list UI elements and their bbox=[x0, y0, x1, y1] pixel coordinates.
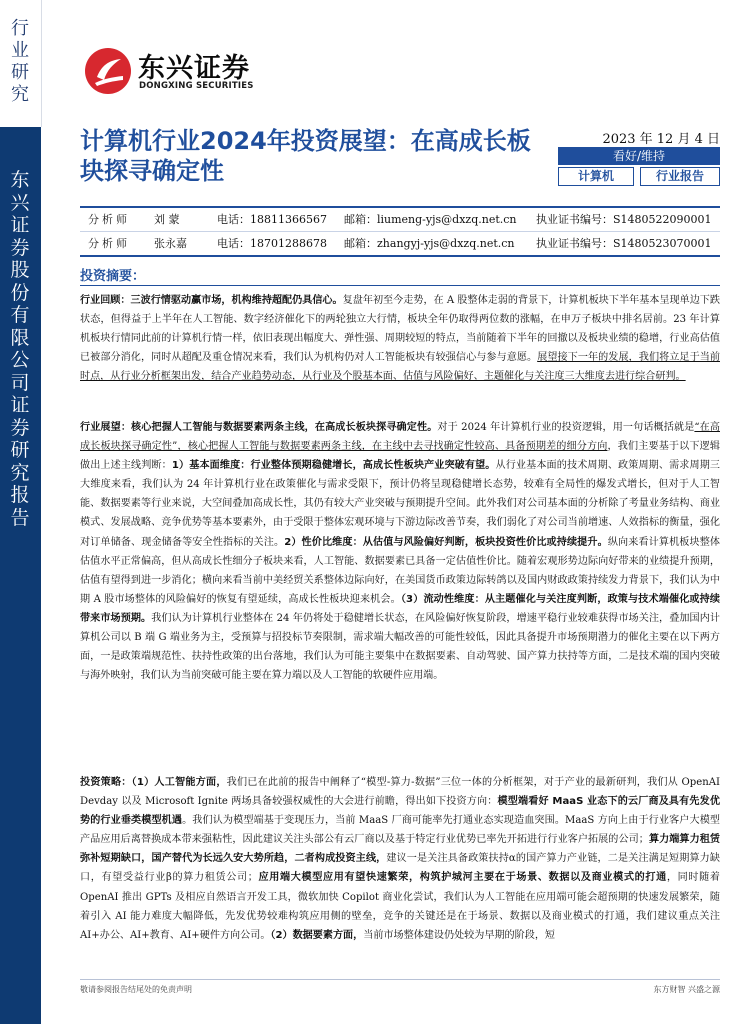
strategy-text-j: 当前市场整体建设仍处较为早期的阶段，短 bbox=[363, 929, 556, 941]
review-text: 复盘年初至今走势，在 A 股整体走弱的背景下，计算机板块下半年基本呈现单边下跌状态，但得益于上半年在人工智能、数字经济催化下的两轮独立大行情，板块全年仍取得两位数的涨幅，在申万子板块中排名居前。23 年计算机板块行情同此前的计算机行情一样，依旧表现出幅度大、弹性强、周期较短的特点，当前随着下半年的回撤以及板块业绩的稳增，行业高估值已被部分消化，同时从超配及重仓情况来看，我们认为机构仍对人工智能板块有较强信心与参与意愿。 bbox=[80, 295, 720, 364]
analyst-cert: 执业证书编号：S1480523070001 bbox=[536, 237, 712, 250]
outlook-text-a: 对于 2024 年计算机行业的投资逻辑，用一句话概括就是 bbox=[437, 422, 695, 433]
strategy-text-d: 。我们认为模型端基于变现压力，当前 MaaS 厂商可能率先打通业态实现造血突围。MaaS 方向上由于行业客户大模型产品应用后离替换成本带来强粘性，因此建议关注头部公有云厂商以及基于特定行业优势已率先开拓进行行业客户拓展的公司； bbox=[80, 815, 721, 846]
sidebar-top bbox=[0, 0, 42, 127]
rating-badge: 看好/维持 bbox=[558, 147, 720, 165]
strategy-point-2: （2）数据要素方面， bbox=[270, 929, 364, 941]
paragraph-strategy bbox=[80, 773, 720, 945]
analyst-phone: 电话：18701288678 bbox=[217, 237, 327, 250]
strategy-app-lead: 应用端大模型应用有望快速繁荣，构筑护城河主要在于场景、数据以及商业模式的打通 bbox=[257, 872, 667, 884]
tags-row bbox=[558, 167, 720, 186]
footer-slogan: 东方财智 兴盛之源 bbox=[653, 985, 720, 994]
sidebar-category-label: 行业研究 bbox=[11, 18, 29, 105]
analyst-name: 张永嘉 bbox=[154, 237, 187, 250]
report-title: 计算机行业2024年投资展望：在高成长板块探寻确定性 bbox=[80, 127, 531, 185]
outlook-lead: 行业展望：核心把握人工智能与数据要素两条主线，在高成长板块探寻确定性。 bbox=[80, 422, 438, 433]
review-outlook-text: 展望接下一年的发展，我们将立足于当前时点，从行业分析框架出发，结合产业趋势动态，从行业及个股基本面、估值与风险偏好、主题催化与关注度三大维度去进行综合研判。 bbox=[80, 352, 720, 383]
strategy-text-h: ，同时随着 OpenAI 推出 GPTs 及相应自然语言开发工具，微软加快 Copilot 商业化尝试，我们认为人工智能在应用端可能会超预期的快速发展繁荣，随着引入 AI 能力难度大幅降低，先发优势较难构筑应用侧的壁垒，竞争的关键还是在于场景、数据以及商业模式的打通，我们建议重点关注 AI+办公、AI+教育、AI+硬件方向公司。 bbox=[80, 872, 720, 941]
outlook-point-1: 1）基本面维度：行业整体预期稳健增长，高成长性板块产业突破有望。 bbox=[171, 460, 496, 472]
company-logo bbox=[83, 44, 283, 100]
logo-english: DONGXING SECURITIES bbox=[139, 81, 254, 91]
outlook-text-c: ，我们主要基于以下逻辑做出上述主线判断： bbox=[80, 441, 720, 472]
outlook-point-3: （3）流动性维度：从主题催化与关注度判断，政策与技术端催化或持续带来市场预期。 bbox=[80, 593, 720, 624]
analyst-cert: 执业证书编号：S1480522090001 bbox=[536, 213, 712, 226]
strategy-compute-lead: 算力端算力租赁弥补短期缺口，国产替代为长远久安大势所趋，二者构成投资主线， bbox=[80, 834, 721, 865]
outlook-text-g: 纵向来看计算机板块整体估值水平正常偏高，但从高成长性细分子板块来看，人工智能、数据要素已具备一定估值性价比。随着宏观形势边际向好带来的业绩提升预期，估值有望得到进一步消化；横向来看当前中美经贸关系整体边际向好，在美国货币政策边际转鸽以及国内财政政策持续发力背景下，我们认为中期 A 股市场整体的风险偏好的恢复有望延续，高成长性板块迎来机会。 bbox=[80, 536, 720, 605]
strategy-point-1: （1）人工智能方面， bbox=[131, 777, 227, 788]
sidebar-company-label: 东兴证券股份有限公司证券研究报告 bbox=[10, 169, 30, 529]
analyst-phone: 电话：18811366567 bbox=[217, 213, 327, 226]
sidebar-bottom bbox=[0, 127, 41, 1024]
outlook-text-e: 从行业基本面的技术周期、政策周期、需求周期三大维度来看，我们认为 24 年计算机行业在政策催化与需求受限下，预计仍将呈现稳健增长态势，较难有全局性的爆发式增长，但对于人工智能、数据要素等行业来说，大空间叠加高成长性，其仍有较大产业突破与预期提升空间。此外我们对公司基本面的分析除了考量业务结构、商业模式、发展战略、竞争优势等基本要素外，由于受限于整体宏观环境与下游边际改善节奏，我们弱化了对公司当前增速、人效指标的衡量，强化对订单储备、现金储备等安全性指标的关注。 bbox=[80, 460, 721, 548]
outlook-text-i: 我们认为计算机行业整体在 24 年仍将处于稳健增长状态，在风险偏好恢复阶段，增速平稳行业较难获得市场关注，叠加国内计算机公司以 B 端 G 端业务为主，受预算与招投标节奏限制，需求端大幅改善的可能性较低，因此具备提升市场预期潜力的催化主要在以下两方面，一是政策端规范性、扶持性政策的出台落地，我们认为可能主要集中在数据要素、自动驾驶、国产算力扶持等方面，二是技术端的国内突破与海外映射，我们认为当前突破可能主要在算力端以及人工智能的软硬件应用端。 bbox=[80, 612, 721, 682]
outlook-point-2: 2）性价比维度：从估值与风险偏好判断，板块投资性价比或持续提升。 bbox=[284, 536, 608, 548]
analyst-email: 邮箱：zhangyj-yjs@dxzq.net.cn bbox=[344, 237, 515, 250]
review-lead: 行业回顾：三波行情驱动赢市场，机构维持超配仍具信心。 bbox=[80, 295, 343, 306]
footer-disclaimer: 敬请参阅报告结尾处的免责声明 bbox=[80, 985, 192, 994]
logo-name: 东兴证券 bbox=[138, 53, 250, 84]
analyst-table bbox=[80, 206, 720, 257]
strategy-lead: 投资策略： bbox=[80, 777, 132, 788]
analyst-name: 刘 蒙 bbox=[154, 213, 180, 226]
analyst-email: 邮箱：liumeng-yjs@dxzq.net.cn bbox=[344, 213, 517, 226]
analyst-role: 分析师 bbox=[88, 213, 130, 226]
logo-emblem-icon bbox=[83, 46, 133, 96]
analyst-row bbox=[80, 208, 720, 231]
outlook-text-b: “在高成长板块探寻确定性”，核心把握人工智能与数据要素两条主线，在主线中去寻找确定性较高、具备预期差的细分方向 bbox=[80, 422, 720, 453]
strategy-text-f: 建议一是关注具备政策扶持α的国产算力产业链，二是关注满足短期算力缺口，有望受益行业β的算力租赁公司； bbox=[80, 853, 720, 884]
report-date: 2023 年 12 月 4 日 bbox=[602, 132, 720, 147]
strategy-text-b: 我们已在此前的报告中阐释了“模型-算力-数据”三位一体的分析框架，对于产业的最新研判，我们从 OpenAI Devday 以及 Microsoft Ignite 两场具备较强权威性的大会进行前瞻，得出如下投资方向： bbox=[80, 777, 720, 808]
strategy-model-lead: 模型端看好 MaaS 业态下的云厂商及具有先发优势的行业垂类模型机遇 bbox=[80, 796, 720, 827]
industry-tag: 计算机 bbox=[558, 167, 634, 186]
analyst-role: 分析师 bbox=[88, 237, 130, 250]
report-type-tag: 行业报告 bbox=[640, 167, 720, 186]
paragraph-outlook bbox=[80, 418, 720, 685]
paragraph-review bbox=[80, 291, 720, 386]
abstract-divider bbox=[80, 285, 720, 286]
analyst-row bbox=[80, 231, 720, 255]
sidebar bbox=[0, 0, 41, 1024]
abstract-heading: 投资摘要： bbox=[80, 269, 146, 284]
footer-divider bbox=[80, 979, 720, 980]
